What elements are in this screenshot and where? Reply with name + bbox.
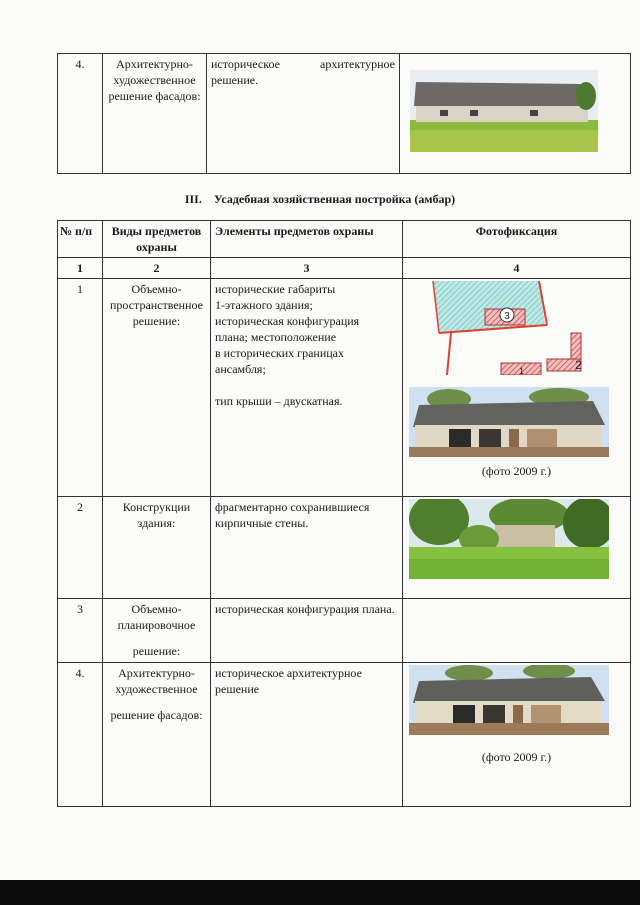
protection-type: Конструкции здания: (103, 497, 211, 599)
header-elements: Элементы предметов охраны (211, 221, 403, 258)
column-number: 1 (58, 258, 103, 279)
text-line: исторические габариты (215, 282, 336, 296)
header-row (58, 221, 631, 258)
text-line: ансамбля; (215, 362, 266, 376)
protection-type (103, 663, 211, 807)
photo-cell (403, 497, 631, 599)
row-number: 1 (58, 279, 103, 497)
protection-type (103, 599, 211, 663)
top-table (57, 53, 631, 174)
text-line: решение: (132, 644, 181, 658)
photo-caption: (фото 2009 г.) (481, 464, 552, 478)
table-row (58, 497, 631, 599)
header-number: № п/п (58, 221, 103, 258)
text-line: планировочное (117, 618, 196, 632)
photo-cell (400, 54, 631, 174)
row-number: 4. (58, 54, 103, 174)
photo-cell (403, 663, 631, 807)
photo-caption: (фото 2009 г.) (481, 750, 552, 764)
photo-cell (403, 279, 631, 497)
table-row (58, 663, 631, 807)
protection-elements (211, 279, 403, 497)
section-heading: Усадебная хозяйственная постройка (амбар) (213, 192, 456, 206)
protection-elements: фрагментарно сохранившиеся кирпичные стены. (211, 497, 403, 599)
text-line: решение фасадов: (110, 708, 203, 722)
protection-table (57, 220, 631, 807)
column-number: 3 (211, 258, 403, 279)
column-number: 2 (103, 258, 211, 279)
text-line: в исторических границах (215, 346, 344, 360)
text-line: тип крыши – двускатная. (215, 394, 343, 408)
protection-type: Объемно-пространственное решение: (103, 279, 211, 497)
header-types: Виды предметов охраны (103, 221, 211, 258)
barn-photo (409, 665, 609, 735)
protection-elements: историческое архитектурное решение. (207, 54, 400, 174)
site-plan-map (409, 281, 623, 375)
text-line: плана; местоположение (215, 330, 337, 344)
map-label: 3 (504, 311, 510, 322)
row-number: 2 (58, 497, 103, 599)
protection-elements: историческая конфигурация плана. (211, 599, 403, 663)
text-line: Архитектурно- (118, 666, 195, 680)
scan-border (0, 880, 640, 905)
table-row (58, 599, 631, 663)
text-line: 1-этажного здания; (215, 298, 313, 312)
map-label: 1 (519, 366, 525, 375)
text-line: художественное (115, 682, 198, 696)
row-number: 3 (58, 599, 103, 663)
barn-photo (410, 70, 598, 152)
text-line: Объемно- (131, 602, 182, 616)
protection-type: Архитектурно-художественное решение фасадов: (103, 54, 207, 174)
header-photo: Фотофиксация (403, 221, 631, 258)
row-number: 4. (58, 663, 103, 807)
barn-photo (409, 387, 609, 457)
protection-elements: историческое архитектурное решение (211, 663, 403, 807)
table-row (58, 279, 631, 497)
ruins-photo (409, 499, 609, 579)
text-line: историческая конфигурация (215, 314, 360, 328)
column-number-row (58, 258, 631, 279)
photo-cell (403, 599, 631, 663)
column-number: 4 (403, 258, 631, 279)
section-title (0, 192, 640, 207)
map-label: 2 (575, 358, 582, 372)
section-number: III. (184, 192, 202, 206)
